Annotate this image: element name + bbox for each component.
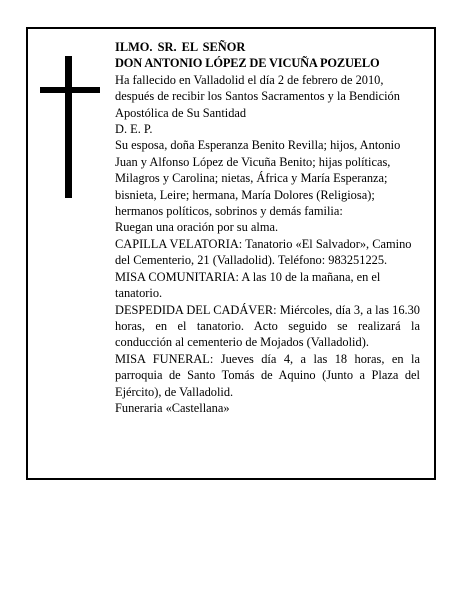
funeral-home: Funeraria «Castellana» <box>115 400 230 415</box>
deceased-honorific: ILMO. SR. EL SEÑOR <box>115 40 246 54</box>
cross-horizontal-bar <box>40 87 100 93</box>
rip-abbreviation: D. E. P. <box>115 122 153 137</box>
farewell-info: DESPEDIDA DEL CADÁVER: Miércoles, día 3, a las 16.30 horas, en el tanatorio. Acto seguido se realizará la conducción al cementerio de Mojados (Valladolid). <box>115 302 420 350</box>
notice-text-column <box>115 39 420 416</box>
community-mass-info: MISA COMUNITARIA: A las 10 de la mañana, en el tanatorio. <box>115 269 381 301</box>
chapel-info: CAPILLA VELATORIA: Tanatorio «El Salvador», Camino del Cementerio, 21 (Valladolid). Teléfono: 983251225. <box>115 236 412 268</box>
death-announcement: Ha fallecido en Valladolid el día 2 de febrero de 2010, después de recibir los Santos Sacramentos y la Bendición Apostólica de Su Santidad <box>115 72 400 120</box>
latin-cross-icon <box>40 56 100 198</box>
deceased-name: DON ANTONIO LÓPEZ DE VICUÑA POZUELO <box>115 56 380 71</box>
prayer-request: Ruegan una oración por su alma. <box>115 220 279 235</box>
cross-vertical-bar <box>65 56 72 198</box>
family-list: Su esposa, doña Esperanza Benito Revilla; hijos, Antonio Juan y Alfonso López de Vicuña Benito; hijas políticas, Milagros y Carolina; nietas, África y María Esperanza; bisnieta, Leire; hermana, María Dolores (Religiosa); hermanos políticos, sobrinos y demás familia: <box>115 138 401 219</box>
funeral-mass-info: MISA FUNERAL: Jueves día 4, a las 18 horas, en la parroquia de Santo Tomás de Aquino (Junto a Plaza del Ejército), de Valladolid. <box>115 351 420 399</box>
